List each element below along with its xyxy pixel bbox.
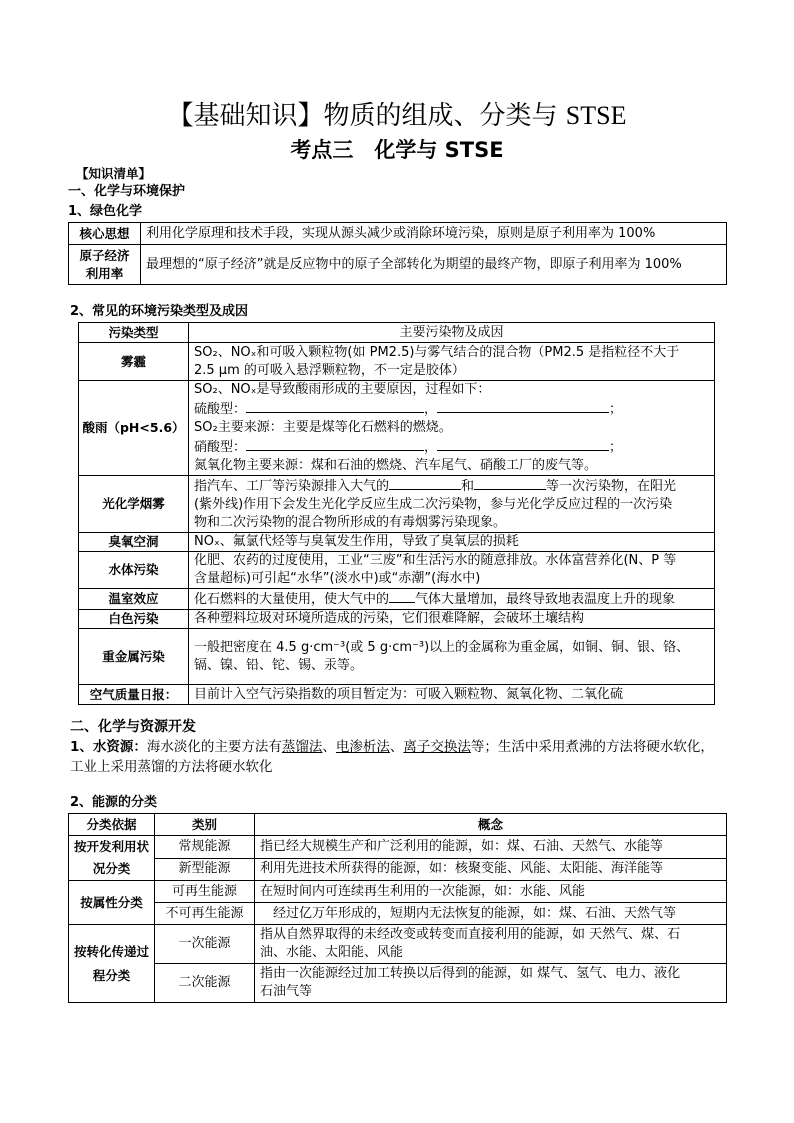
energy-concept: 指由一次能源经过加工转换以后得到的能源，如 煤气、氢气、电力、液化 石油气等 xyxy=(255,964,727,1003)
row-label: 核心思想 xyxy=(69,223,141,245)
table-row xyxy=(79,629,715,685)
table-row xyxy=(69,964,727,1003)
subheading-energy-classification: 2、能源的分类 xyxy=(70,795,158,810)
table-row xyxy=(79,381,715,476)
fill-blank[interactable] xyxy=(246,437,424,451)
column-header: 类别 xyxy=(155,814,255,836)
energy-type: 可再生能源 xyxy=(155,881,255,903)
row-label: 重金属污染 xyxy=(79,629,189,685)
fill-blank[interactable] xyxy=(246,399,424,413)
energy-type: 二次能源 xyxy=(155,964,255,1003)
knowledge-list-label: 【知识清单】 xyxy=(76,166,152,181)
table-row xyxy=(69,858,727,881)
energy-type: 新型能源 xyxy=(155,858,255,881)
row-label: 酸雨（pH<5.6） xyxy=(79,381,189,476)
document-subtitle: 考点三 化学与 STSE xyxy=(290,138,504,162)
table-row xyxy=(69,223,727,245)
energy-concept: 指已经大规模生产和广泛利用的能源，如：煤、石油、天然气、水能等 xyxy=(255,836,727,859)
row-text: SO₂、NOₓ和可吸入颗粒物(如 PM2.5)与雾气结合的混合物（PM2.5 是指粒径不大于 2.5 μm 的可吸入悬浮颗粒物，不一定是胶体） xyxy=(189,343,715,381)
row-label: 空气质量日报： xyxy=(79,685,189,705)
row-text: 目前计入空气污染指数的项目暂定为：可吸入颗粒物、氮氧化物、二氧化硫 xyxy=(189,685,715,705)
table-row xyxy=(69,836,727,859)
energy-concept: 在短时间内可连续再生利用的一次能源，如：水能、风能 xyxy=(255,881,727,903)
section-heading-environment: 一、化学与环境保护 xyxy=(68,184,186,199)
row-text: 化石燃料的大量使用，使大气中的 气体大量增加，最终导致地表温度上升的现象 xyxy=(189,589,715,610)
section-heading-resources: 二、化学与资源开发 xyxy=(70,719,196,735)
row-text: 各种塑料垃圾对环境所造成的污染，它们很难降解，会破坏土壤结构 xyxy=(189,610,715,629)
group-label: 按转化传递过程分类 xyxy=(69,925,155,1003)
row-text: NOₓ、氟氯代烃等与臭氧发生作用，导致了臭氧层的损耗 xyxy=(189,533,715,552)
table-header-row xyxy=(69,814,727,836)
table-row xyxy=(79,343,715,381)
fill-blank[interactable] xyxy=(389,476,461,490)
row-text: 最理想的“原子经济”就是反应物中的原子全部转化为期望的最终产物，即原子利用率为 100% xyxy=(141,245,727,285)
table-row xyxy=(69,881,727,903)
fill-blank[interactable] xyxy=(437,437,609,451)
row-text: 利用化学原理和技术手段，实现从源头减少或消除环境污染，原则是原子利用率为 100% xyxy=(141,223,727,245)
row-label: 原子经济 利用率 xyxy=(69,245,141,285)
table-header-row xyxy=(79,323,715,343)
row-label: 光化学烟雾 xyxy=(79,476,189,533)
group-label: 按属性分类 xyxy=(69,881,155,925)
row-text: SO₂、NOₓ是导致酸雨形成的主要原因，过程如下： 硫酸型： ， ； SO₂主要来源：主要是煤等化石燃料的燃烧。 硝酸型： ， ； 氮氧化物主要来源：煤和石油的燃烧、汽车尾气、硝酸工厂的废气等。 xyxy=(189,381,715,476)
row-text: 指汽车、工厂等污染源排入大气的 和 等一次污染物，在阳光 (紫外线)作用下会发生光化学反应生成二次污染物，参与光化学反应过程的一次污染 物和二次污染物的混合物所形成的有毒烟雾污染现象。 xyxy=(189,476,715,533)
energy-type: 不可再生能源 xyxy=(155,903,255,925)
column-header: 概念 xyxy=(255,814,727,836)
row-text: 化肥、农药的过度使用，工业“三废”和生活污水的随意排放。水体富营养化(N、P 等 含量超标)可引起“水华”(淡水中)或“赤潮”(海水中) xyxy=(189,552,715,589)
water-resources-paragraph: 1、水资源：海水淡化的主要方法有蒸馏法、电渗析法、离子交换法等；生活中采用煮沸的方法将硬水软化， 工业上采用蒸馏的方法将硬水软化 xyxy=(70,739,714,775)
subheading-green-chemistry: 1、绿色化学 xyxy=(68,204,143,219)
document-title: 【基础知识】物质的组成、分类与 STSE xyxy=(167,101,627,131)
fill-blank[interactable] xyxy=(437,399,609,413)
table-row xyxy=(79,685,715,705)
energy-concept: 指从自然界取得的未经改变或转变而直接利用的能源，如 天然气、煤、石 油、水能、太阳能、风能 xyxy=(255,925,727,964)
table-row xyxy=(79,589,715,610)
row-label: 温室效应 xyxy=(79,589,189,610)
table-row xyxy=(69,903,727,925)
row-label: 雾霾 xyxy=(79,343,189,381)
fill-blank[interactable] xyxy=(474,476,546,490)
column-header: 污染类型 xyxy=(79,323,189,343)
column-header: 主要污染物及成因 xyxy=(189,323,715,343)
table-row xyxy=(69,925,727,964)
green-chemistry-table xyxy=(68,222,727,285)
energy-concept: 利用先进技术所获得的能源，如：核聚变能、风能、太阳能、海洋能等 xyxy=(255,858,727,881)
row-text: 一般把密度在 4.5 g·cm⁻³(或 5 g·cm⁻³)以上的金属称为重金属，如铜、铜、银、铬、 镉、镍、铅、铊、锡、汞等。 xyxy=(189,629,715,685)
table-row xyxy=(79,533,715,552)
group-label: 按开发利用状况分类 xyxy=(69,836,155,881)
fill-blank[interactable] xyxy=(389,589,415,603)
energy-table xyxy=(68,813,727,1003)
subheading-pollution-types: 2、常见的环境污染类型及成因 xyxy=(70,304,249,319)
table-row xyxy=(79,552,715,589)
row-label: 水体污染 xyxy=(79,552,189,589)
column-header: 分类依据 xyxy=(69,814,155,836)
table-row xyxy=(79,610,715,629)
table-row xyxy=(79,476,715,533)
energy-type: 常规能源 xyxy=(155,836,255,859)
table-row xyxy=(69,245,727,285)
energy-concept: 经过亿万年形成的，短期内无法恢复的能源，如：煤、石油、天然气等 xyxy=(255,903,727,925)
row-label: 臭氧空洞 xyxy=(79,533,189,552)
energy-type: 一次能源 xyxy=(155,925,255,964)
pollution-table xyxy=(78,322,715,705)
row-label: 白色污染 xyxy=(79,610,189,629)
